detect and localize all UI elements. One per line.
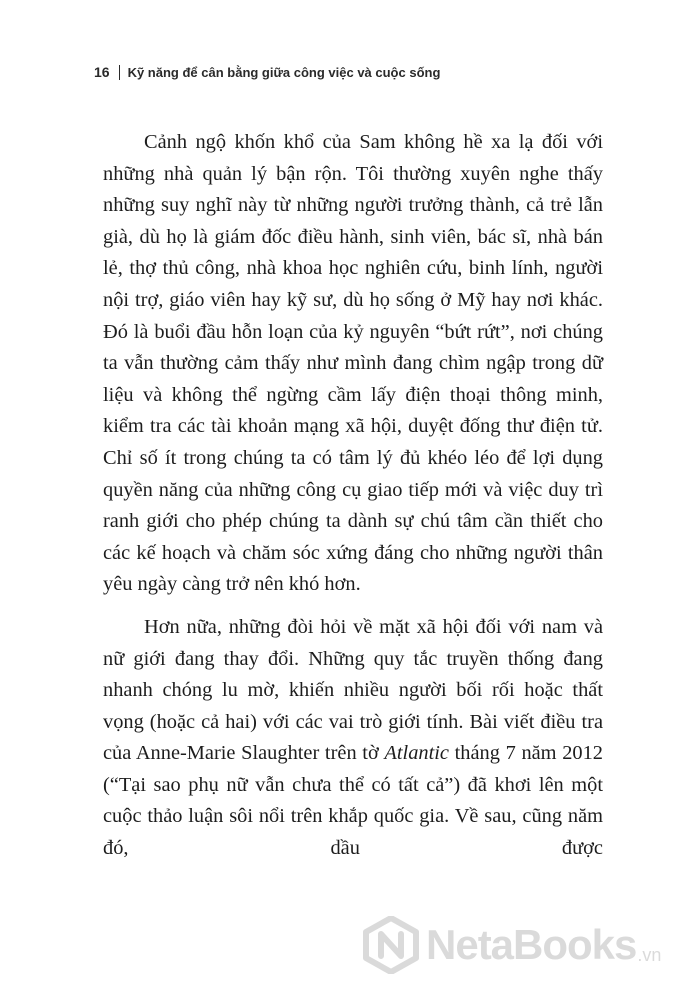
watermark [362,916,661,974]
chapter-title: Kỹ năng để cân bằng giữa công việc và cuộc sống [127,64,441,80]
page-body [103,127,603,865]
publication-name: Atlantic [384,742,449,765]
header-divider [119,65,120,80]
paragraph-2 [103,612,603,865]
running-header [94,64,440,80]
netabooks-logo-icon [362,916,420,974]
watermark-brand: NetaBooks [426,921,637,968]
paragraph-1: Cảnh ngộ khốn khổ của Sam không hề xa lạ đối với những nhà quản lý bận rộn. Tôi thường xuyên nghe thấy những suy nghĩ này từ những người trưởng thành, cả trẻ lẫn già, dù họ là giám đốc điều hành, sinh viên, bác sĩ, nhà bán lẻ, thợ thủ công, nhà khoa học nghiên cứu, binh lính, người nội trợ, giáo viên hay kỹ sư, dù họ sống ở Mỹ hay nơi khác. Đó là buổi đầu hỗn loạn của kỷ nguyên “bứt rứt”, nơi chúng ta vẫn thường cảm thấy như mình đang chìm ngập trong dữ liệu và không thể ngừng cầm lấy điện thoại thông minh, kiểm tra các tài khoản mạng xã hội, duyệt đống thư điện tử. Chỉ số ít trong chúng ta có tâm lý đủ khéo léo để lợi dụng quyền năng của những công cụ giao tiếp mới và việc duy trì ranh giới cho phép chúng ta dành sự chú tâm cần thiết cho các kế hoạch và chăm sóc xứng đáng cho những người thân yêu ngày càng trở nên khó hơn. [103,131,603,596]
watermark-domain: .vn [637,945,662,965]
paragraph-2-text-a: Hơn nữa, những đòi hỏi về mặt xã hội đối với nam và nữ giới đang thay đổi. Những quy tắc truyền thống đang nhanh chóng lu mờ, khiến nhiều người bối rối hoặc thất vọng (hoặc cả hai) với các vai trò giới tính. Bài viết điều tra của Anne-Marie Slaughter trên tờ [103,615,603,765]
page-number: 16 [94,64,110,80]
paragraph-2-text-b: tháng 7 năm 2012 (“Tại sao phụ nữ vẫn chưa thể có tất cả”) đã khơi lên một cuộc thảo luận sôi nổi trên khắp quốc gia. Về sau, cũng năm đó, dầu được [103,742,603,860]
